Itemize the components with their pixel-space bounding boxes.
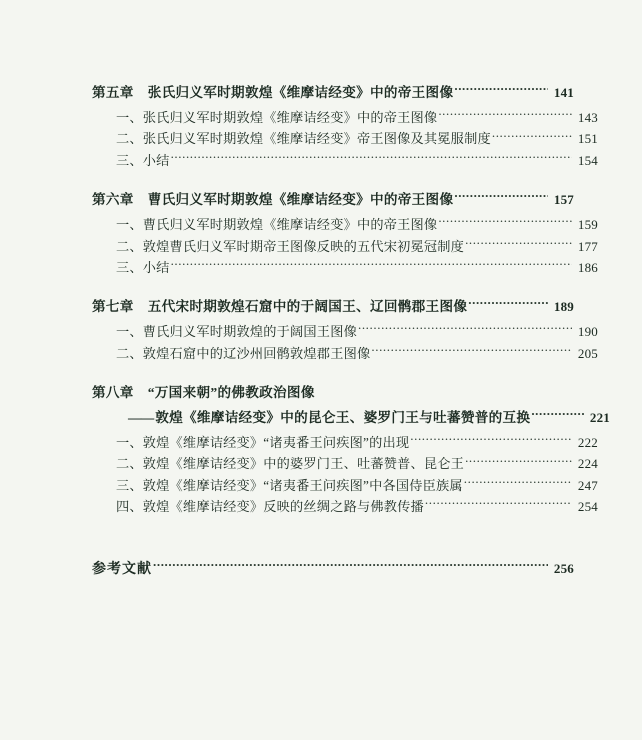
toc-chapter-subtitle-label	[128, 407, 530, 429]
toc-chapter-heading[interactable]	[92, 82, 574, 104]
toc-entry-label: 三、小结	[116, 152, 170, 168]
toc-references-entry[interactable]	[92, 558, 574, 582]
toc-chapter-label	[92, 82, 453, 104]
toc-entry-label: 一、张氏归义军时期敦煌《维摩诘经变》中的帝王图像	[116, 110, 438, 126]
toc-page-number: 205	[577, 345, 598, 361]
toc-page-number: 151	[577, 131, 598, 147]
toc-chapter-subtitle[interactable]	[92, 407, 610, 429]
leader-dots	[454, 191, 548, 205]
toc-entry-label: 三、小结	[116, 259, 170, 275]
toc-entry-label: 三、敦煌《维摩诘经变》“诸夷番王问疾图”中各国侍臣族属	[116, 477, 463, 493]
toc-page-number: 143	[577, 110, 598, 126]
leader-dots	[468, 298, 548, 312]
toc-entry[interactable]	[92, 107, 598, 128]
toc-group-chapter-6	[92, 189, 598, 278]
toc-chapter-subtitle-text: 敦煌《维摩诘经变》中的昆仑王、婆罗门王与吐蕃赞普的互换	[155, 410, 531, 426]
toc-entry[interactable]	[92, 321, 598, 342]
toc-page-number: 247	[577, 477, 598, 493]
toc-entry[interactable]	[92, 236, 598, 257]
toc-page-number: 186	[577, 259, 598, 275]
leader-dots	[438, 216, 572, 229]
toc-entry[interactable]	[92, 150, 598, 171]
toc-chapter-number: 第五章	[92, 85, 134, 100]
toc-entry-label: 二、敦煌石窟中的辽沙州回鹘敦煌郡王图像	[116, 345, 371, 361]
toc-page-number: 177	[577, 238, 598, 254]
em-dash: ——	[128, 410, 154, 426]
toc-entry-label: 二、张氏归义军时期敦煌《维摩诘经变》帝王图像及其冕服制度	[116, 131, 491, 147]
toc-entry[interactable]	[92, 496, 598, 517]
toc-chapter-label	[92, 382, 315, 404]
toc-chapter-title: 五代宋时期敦煌石窟中的于阔国王、辽回鹘郡王图像	[147, 299, 468, 315]
leader-dots	[531, 408, 584, 422]
toc-page-number: 190	[577, 324, 598, 340]
leader-dots	[153, 559, 548, 573]
leader-dots	[371, 344, 572, 357]
toc-entry[interactable]	[92, 475, 598, 496]
toc-chapter-heading[interactable]	[92, 189, 574, 211]
toc-entry-label: 一、曹氏归义军时期敦煌的于阔国王图像	[116, 324, 357, 340]
toc-chapter-number: 第七章	[92, 299, 134, 315]
toc-chapter-number: 第六章	[92, 192, 134, 208]
leader-dots	[464, 477, 572, 490]
toc-page-number: 222	[577, 435, 598, 451]
toc-page-number: 189	[553, 299, 574, 315]
toc-page-number: 254	[577, 499, 598, 515]
toc-chapter-label	[92, 296, 467, 318]
toc-group-chapter-7	[92, 296, 598, 364]
toc-chapter-number: 第八章	[92, 385, 134, 401]
toc-entry[interactable]	[92, 128, 598, 149]
table-of-contents	[92, 82, 610, 581]
leader-dots	[438, 109, 572, 122]
toc-chapter-label	[92, 189, 453, 211]
toc-chapter-heading[interactable]	[92, 382, 574, 404]
toc-entry-label: 二、敦煌曹氏归义军时期帝王图像反映的五代宋初冕冠制度	[116, 238, 465, 254]
toc-page-number: 157	[553, 192, 574, 208]
toc-page-number: 141	[553, 85, 574, 100]
toc-entry[interactable]	[92, 214, 598, 235]
toc-group-chapter-5	[92, 82, 598, 171]
toc-entry[interactable]	[92, 257, 598, 278]
leader-dots	[465, 455, 572, 468]
toc-page-number: 154	[577, 152, 598, 168]
toc-page-number: 221	[589, 410, 610, 426]
leader-dots	[410, 434, 572, 447]
leader-dots	[171, 259, 572, 272]
leader-dots	[358, 323, 572, 336]
toc-page-number: 224	[577, 456, 598, 472]
toc-chapter-title: 张氏归义军时期敦煌《维摩诘经变》中的帝王图像	[147, 85, 454, 100]
leader-dots	[425, 498, 572, 511]
leader-dots	[492, 130, 572, 143]
toc-page-number: 159	[577, 217, 598, 233]
toc-entry[interactable]	[92, 453, 598, 474]
toc-page-number: 256	[553, 560, 574, 576]
toc-entry-label: 二、敦煌《维摩诘经变》中的婆罗门王、吐蕃赞普、昆仑王	[116, 456, 465, 472]
toc-entry[interactable]	[92, 432, 598, 453]
leader-dots	[171, 152, 572, 165]
leader-dots	[465, 237, 572, 250]
toc-chapter-title: “万国来朝”的佛教政治图像	[147, 385, 315, 401]
toc-entry[interactable]	[92, 343, 598, 364]
toc-references-label: 参考文献	[92, 561, 152, 577]
toc-entry-label: 一、曹氏归义军时期敦煌《维摩诘经变》中的帝王图像	[116, 217, 438, 233]
leader-dots	[316, 383, 568, 397]
toc-entry-label: 四、敦煌《维摩诘经变》反映的丝绸之路与佛教传播	[116, 499, 424, 515]
toc-chapter-heading[interactable]	[92, 296, 574, 318]
leader-dots	[454, 83, 548, 97]
toc-entry-label: 一、敦煌《维摩诘经变》“诸夷番王问疾图”的出现	[116, 435, 410, 451]
toc-chapter-title: 曹氏归义军时期敦煌《维摩诘经变》中的帝王图像	[147, 192, 454, 208]
toc-group-chapter-8	[92, 382, 610, 518]
